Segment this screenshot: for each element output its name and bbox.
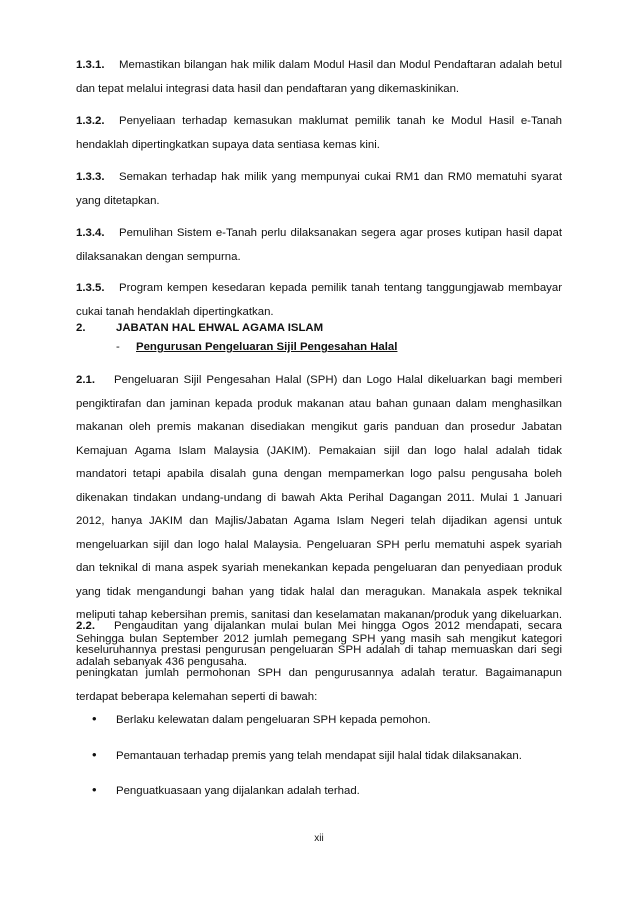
paragraph-number: 2.2.	[76, 620, 95, 632]
section-title: JABATAN HAL EHWAL AGAMA ISLAM	[116, 322, 324, 334]
bullet-text: Berlaku kelewatan dalam pengeluaran SPH kepada pemohon.	[116, 714, 431, 726]
page-number: xii	[314, 833, 324, 844]
bullet-text: Pemantauan terhadap premis yang telah mendapat sijil halal tidak dilaksanakan.	[116, 750, 522, 762]
paragraph-2-2	[76, 615, 562, 709]
paragraph-number: 2.1.	[76, 374, 95, 386]
subheading-dash: -	[116, 341, 120, 353]
item-text: Pemulihan Sistem e-Tanah perlu dilaksanakan segera agar proses kutipan hasil dapat dilaksanakan dengan sempurna.	[76, 227, 562, 263]
recommendation-1-3-5	[76, 277, 562, 324]
bullet-icon: •	[92, 747, 97, 762]
recommendation-1-3-4	[76, 222, 562, 269]
bullet-text: Penguatkuasaan yang dijalankan adalah terhad.	[116, 785, 360, 797]
item-number: 1.3.3.	[76, 171, 105, 183]
recommendation-1-3-2	[76, 110, 562, 157]
item-text: Penyeliaan terhadap kemasukan maklumat pemilik tanah ke Modul Hasil e-Tanah hendaklah dipertingkatkan supaya data sentiasa kemas kini.	[76, 115, 562, 151]
bullet-item	[92, 709, 431, 730]
paragraph-text: Pengeluaran Sijil Pengesahan Halal (SPH) dan Logo Halal dikeluarkan bagi memberi pengiktirafan dan jaminan kepada produk makanan atau bahan gunaan dalam menghasilkan makanan oleh premis makanan disediakan mengikut garis panduan dan prosedur Jabatan Kemajuan Agama Islam Malaysia (JAKIM). Pemakaian sijil dan logo halal adalah tidak mandatori tetapi apabila disalah guna dengan mempamerkan logo palsu pengusaha boleh dikenakan tindakan undang-undang di bawah Akta Perihal Dagangan 2011. Mulai 1 Januari 2012, hanya JAKIM dan Majlis/Jabatan Agama Islam Negeri telah dijadikan agensi untuk mengeluarkan sijil dan logo halal Malaysia. Pengeluaran SPH perlu mematuhi aspek syariah dan teknikal di mana aspek syariah menekankan kepada pengeluaran dan penyediaan produk yang tidak mengandungi bahan yang tidak halal dan meragukan. Manakala aspek teknikal meliputi tahap kebersihan premis, sanitasi dan keselamatan makanan/produk yang dikeluarkan. Sehingga bulan September 2012 jumlah pemegang SPH yang masih sah mengikut kategori adalah sebanyak 436 pengusaha.	[76, 374, 562, 668]
recommendation-1-3-3	[76, 166, 562, 213]
bullet-item	[92, 745, 522, 766]
item-text: Semakan terhadap hak milik yang mempunyai cukai RM1 dan RM0 mematuhi syarat yang ditetapkan.	[76, 171, 562, 207]
section-subtitle: Pengurusan Pengeluaran Sijil Pengesahan Halal	[136, 341, 398, 353]
item-text: Program kempen kesedaran kepada pemilik tanah tentang tanggungjawab membayar cukai tanah hendaklah dipertingkatkan.	[76, 282, 562, 318]
item-number: 1.3.2.	[76, 115, 105, 127]
item-number: 1.3.5.	[76, 282, 105, 294]
section-heading	[76, 318, 323, 338]
section-subheading	[116, 337, 397, 357]
item-text: Memastikan bilangan hak milik dalam Modul Hasil dan Modul Pendaftaran adalah betul dan tepat melalui integrasi data hasil dan pendaftaran yang dikemaskinikan.	[76, 59, 562, 95]
paragraph-text: Pengauditan yang dijalankan mulai bulan Mei hingga Ogos 2012 mendapati, secara keseluruhannya prestasi pengurusan pengeluaran SPH adalah di tahap memuaskan dari segi peningkatan jumlah permohonan SPH dan pengurusannya adalah teratur. Bagaimanapun terdapat beberapa kelemahan seperti di bawah:	[76, 620, 562, 703]
section-number: 2.	[76, 322, 86, 334]
item-number: 1.3.4.	[76, 227, 105, 239]
recommendation-1-3-1	[76, 54, 562, 101]
bullet-item	[92, 780, 360, 801]
bullet-icon: •	[92, 711, 97, 726]
bullet-icon: •	[92, 782, 97, 797]
item-number: 1.3.1.	[76, 59, 105, 71]
